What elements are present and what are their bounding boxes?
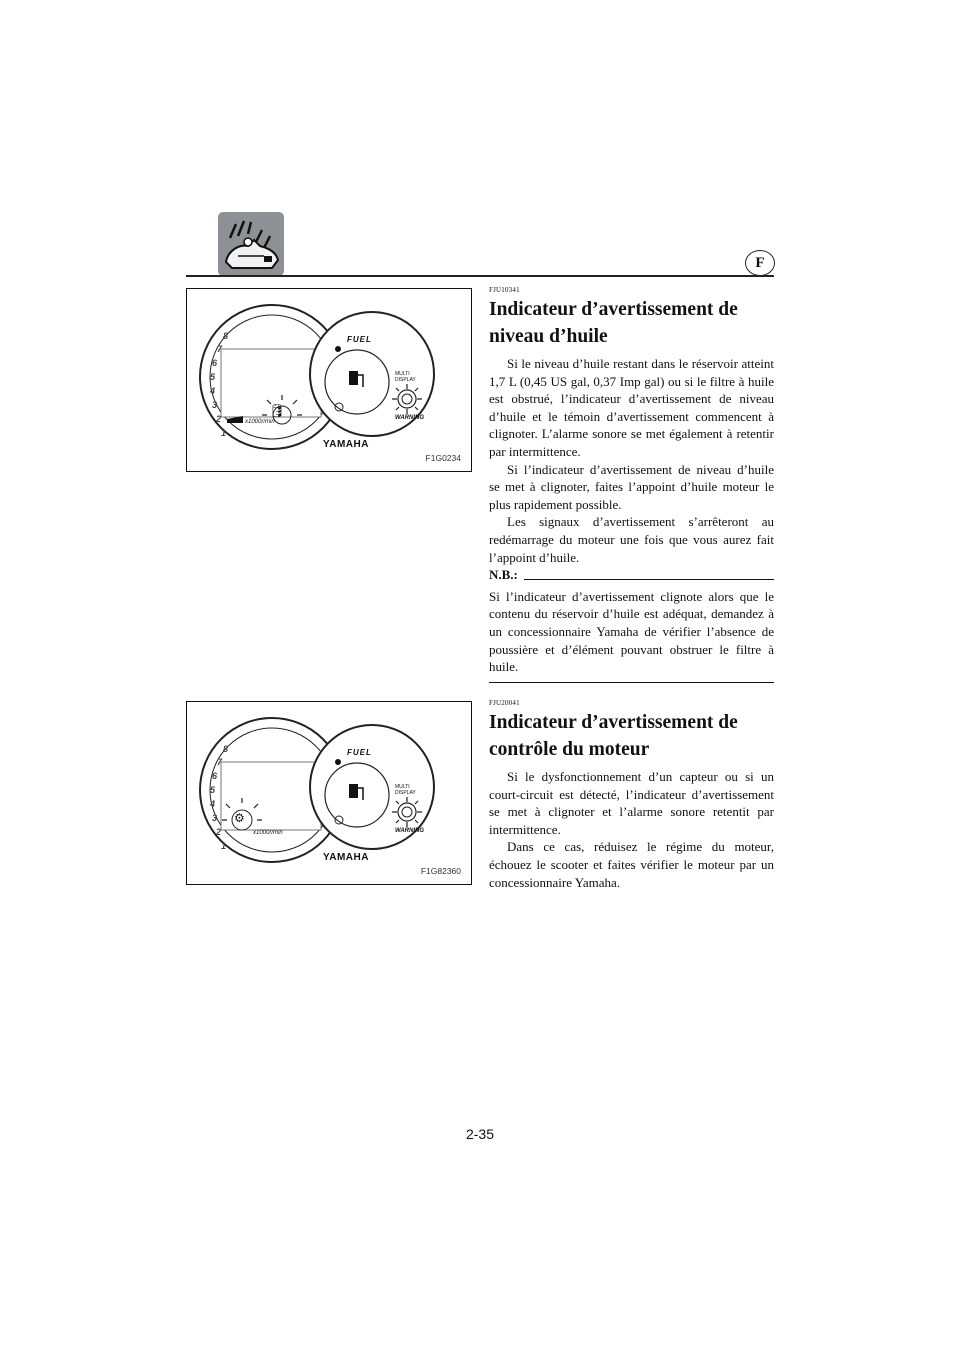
tach-number: 5 [210, 372, 216, 382]
paragraph: Les signaux d’avertissement s’arrêteront au redémarrage du moteur une fois que vous aurez fait l’appoint d’huile. [489, 514, 774, 565]
brand-logo: YAMAHA [323, 852, 369, 863]
oil-warning-section [489, 286, 774, 683]
tach-number: 1 [221, 428, 227, 438]
note-end-rule [489, 682, 774, 683]
section-title: Indicateur d’avertissement de niveau d’huile [489, 299, 738, 347]
header-rule [186, 275, 774, 277]
note-text: Si l’indicateur d’avertissement clignote alors que le contenu du réservoir d’huile est adéquat, demandez à un concessionnaire Yamaha de vérifier l’absence de poussière et d’élément pouvant obstruer le filtre à huile. [489, 588, 774, 675]
paragraph: Dans ce cas, réduisez le régime du moteur, échouez le scooter et faites vérifier le moteur par un concessionnaire Yamaha. [489, 839, 774, 890]
section-icon [218, 212, 284, 276]
tach-number: 1 [221, 841, 227, 851]
paragraph: Si l’indicateur d’avertissement de niveau d’huile se met à clignoter, faites l’appoint d’huile moteur le plus rapidement possible. [489, 461, 774, 512]
tach-number: 2 [216, 827, 222, 837]
note-header [489, 566, 774, 584]
tach-number: 7 [217, 757, 223, 767]
tach-number: 2 [216, 414, 222, 424]
brand-logo: YAMAHA [323, 439, 369, 450]
scale-label: x1000r/min [253, 830, 283, 836]
reference-code: FJU20041 [489, 699, 520, 707]
tach-number: 7 [217, 344, 223, 354]
multi-display-label: MULTI DISPLAY [395, 784, 416, 796]
dashboard-figure [186, 288, 472, 472]
tach-number: 3 [212, 813, 218, 823]
language-badge: F [745, 250, 775, 276]
jet-ski-rider-icon [218, 212, 284, 276]
scale-label: x1000r/min [245, 419, 275, 425]
figure-code: F1G0234 [425, 453, 461, 463]
engine-icon: ⚙ [234, 811, 245, 825]
tach-number: 8 [223, 744, 229, 754]
note-label: N.B.: [489, 567, 518, 583]
tach-number: 6 [212, 771, 218, 781]
dashboard-figure [186, 701, 472, 885]
reference-code: FJU10341 [489, 286, 520, 294]
note-rule [524, 579, 774, 580]
warning-label: WARNING [395, 828, 424, 834]
tach-numbers [209, 744, 239, 854]
tach-number: 6 [212, 358, 218, 368]
tach-number: 3 [212, 400, 218, 410]
paragraph: Si le dysfonctionnement d’un capteur ou si un court-circuit est détecté, l’indicateur d’avertissement se met à clignoter et l’alarme sonore retentit par intermittence. [489, 769, 774, 837]
tach-number: 5 [210, 785, 216, 795]
engine-warning-section [489, 699, 774, 891]
page-number: 2-35 [465, 1126, 495, 1142]
tach-number: 4 [210, 799, 216, 809]
tach-number: 4 [210, 386, 216, 396]
multi-display-label: MULTI DISPLAY [395, 371, 416, 383]
paragraph: Si le niveau d’huile restant dans le réservoir atteint 1,7 L (0,45 US gal, 0,37 Imp gal) ou si le filtre à huile est obstrué, l’indicateur d’avertissement de niveau d’huile et le témoin d’avertissement commencent à clignoter. L’alarme sonore se met également à retentir par intermittence. [489, 356, 774, 459]
tach-numbers [209, 331, 239, 441]
fuel-label: FUEL [347, 335, 372, 344]
fuel-label: FUEL [347, 748, 372, 757]
figure-code: F1G82360 [420, 866, 461, 876]
oil-can-icon: 🛢 [269, 403, 286, 418]
tach-number: 8 [223, 331, 229, 341]
section-title: Indicateur d’avertissement de contrôle du moteur [489, 712, 738, 760]
warning-label: WARNING [395, 415, 424, 421]
